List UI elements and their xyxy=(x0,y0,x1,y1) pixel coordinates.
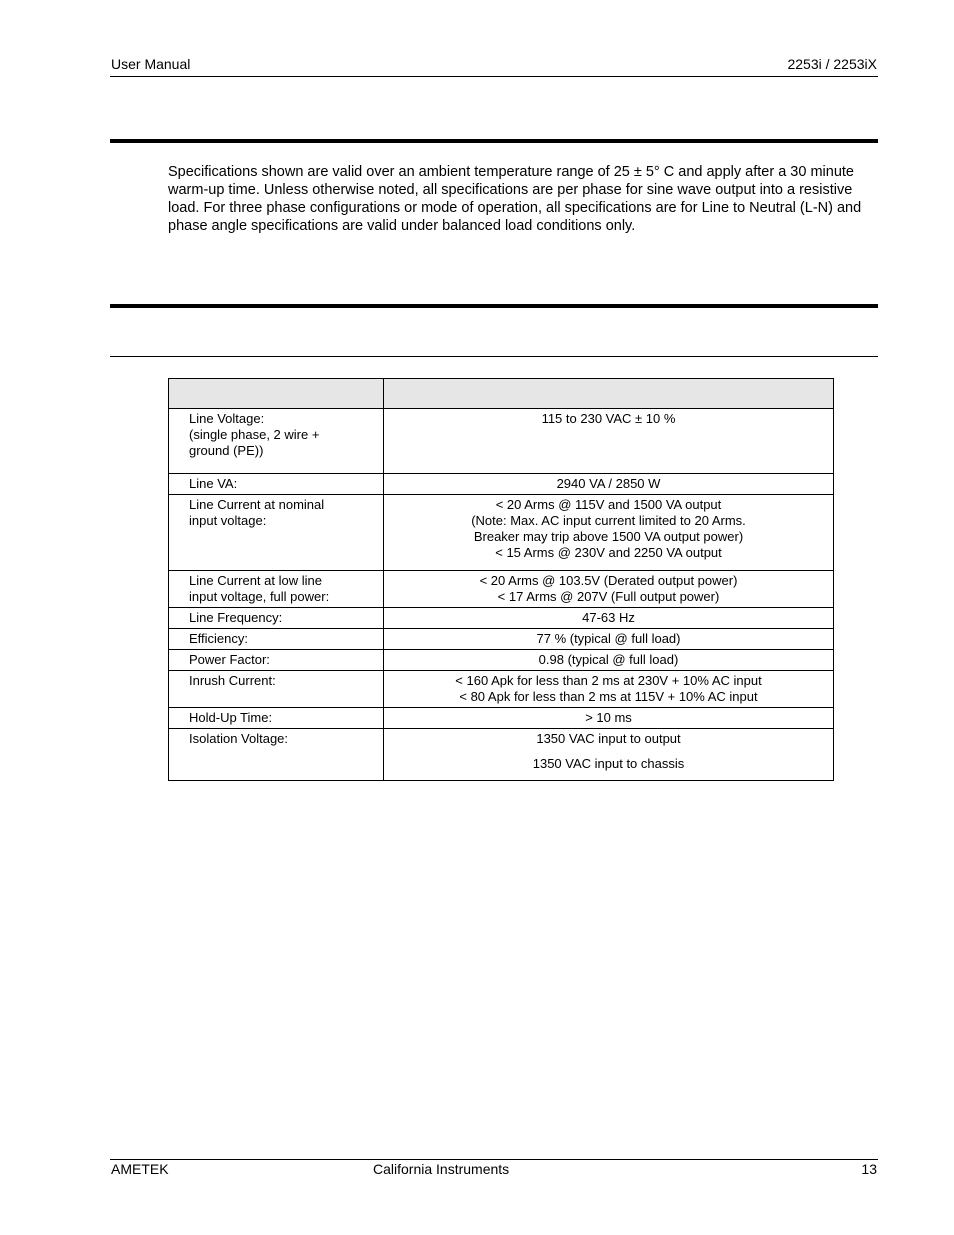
value-cell xyxy=(384,708,834,729)
value-cell xyxy=(384,729,834,781)
header-doc-title: User Manual xyxy=(111,56,191,72)
parameter-label: Line Current at low line xyxy=(189,573,322,588)
parameter-value: < 80 Apk for less than 2 ms at 115V + 10% AC input xyxy=(459,689,758,704)
header-divider xyxy=(110,76,878,77)
parameter-value: 2940 VA / 2850 W xyxy=(556,476,661,491)
value-cell xyxy=(384,608,834,629)
parameter-value: > 10 ms xyxy=(585,710,632,725)
value-cell xyxy=(384,571,834,608)
intro-line: into a resistive load. For three phase configurations or mode of operation, all specifications are for xyxy=(168,182,853,216)
input-specifications-table xyxy=(168,378,834,781)
intro-line: Specifications shown are valid over an ambient temperature range of 25 ± 5° C and apply after a 30 xyxy=(168,164,807,180)
table-row xyxy=(169,495,834,571)
footer-company: AMETEK xyxy=(111,1161,169,1177)
intro-line: Line to Neutral (L-N) and phase angle specifications are valid under balanced load conditions only. xyxy=(168,200,862,234)
parameter-cell xyxy=(169,571,384,608)
subsection-divider xyxy=(110,356,878,357)
parameter-label: Isolation Voltage: xyxy=(189,731,289,746)
section-bar-top xyxy=(110,139,878,143)
parameter-label: Power Factor: xyxy=(189,652,270,667)
table-row xyxy=(169,708,834,729)
table-row xyxy=(169,650,834,671)
parameter-value: 47-63 Hz xyxy=(582,610,635,625)
parameter-value: 0.98 (typical @ full load) xyxy=(538,652,679,667)
intro-paragraph xyxy=(168,163,868,235)
table-row xyxy=(169,671,834,708)
parameter-cell xyxy=(169,671,384,708)
footer-divider xyxy=(110,1159,878,1160)
parameter-label: ground (PE)) xyxy=(189,443,264,458)
parameter-label: (single phase, 2 wire + xyxy=(189,427,320,442)
table-row xyxy=(169,608,834,629)
parameter-value: 1350 VAC input to chassis xyxy=(532,756,685,771)
parameter-value: 115 to 230 VAC ± 10 % xyxy=(541,411,676,426)
parameter-value: 1350 VAC input to output xyxy=(536,731,681,746)
parameter-label: Hold-Up Time: xyxy=(189,710,273,725)
parameter-cell xyxy=(169,708,384,729)
parameter-label: Efficiency: xyxy=(189,631,249,646)
parameter-cell xyxy=(169,474,384,495)
parameter-cell xyxy=(169,629,384,650)
parameter-label: Line Frequency: xyxy=(189,610,283,625)
table-row xyxy=(169,474,834,495)
value-cell xyxy=(384,474,834,495)
parameter-cell xyxy=(169,729,384,781)
parameter-cell xyxy=(169,650,384,671)
value-cell xyxy=(384,495,834,571)
parameter-value: Breaker may trip above 1500 VA output power) xyxy=(473,529,744,544)
table-header-row xyxy=(169,379,834,409)
parameter-cell xyxy=(169,409,384,474)
parameter-label: input voltage: xyxy=(189,513,267,528)
value-cell xyxy=(384,409,834,474)
value-cell xyxy=(384,629,834,650)
parameter-value: < 160 Apk for less than 2 ms at 230V + 10% AC input xyxy=(455,673,762,688)
footer-division: California Instruments xyxy=(373,1161,510,1177)
parameter-label: Line Current at nominal xyxy=(189,497,325,512)
parameter-value: < 15 Arms @ 230V and 2250 VA output xyxy=(495,545,722,560)
parameter-value: (Note: Max. AC input current limited to 20 Arms. xyxy=(471,513,746,528)
table-header-parameter xyxy=(169,379,384,409)
parameter-value: 77 % (typical @ full load) xyxy=(536,631,681,646)
header-model: 2253i / 2253iX xyxy=(787,56,877,72)
parameter-label: Line Voltage: xyxy=(189,411,265,426)
parameter-cell xyxy=(169,495,384,571)
parameter-value: < 17 Arms @ 207V (Full output power) xyxy=(497,589,720,604)
table-row xyxy=(169,629,834,650)
table-row xyxy=(169,729,834,781)
table-body xyxy=(169,409,834,781)
parameter-value: < 20 Arms @ 103.5V (Derated output power) xyxy=(479,573,738,588)
table-row xyxy=(169,409,834,474)
value-cell xyxy=(384,671,834,708)
section-bar-middle xyxy=(110,304,878,308)
table-header-value xyxy=(384,379,834,409)
parameter-label: Inrush Current: xyxy=(189,673,276,688)
parameter-label: Line VA: xyxy=(189,476,238,491)
value-cell xyxy=(384,650,834,671)
parameter-value: < 20 Arms @ 115V and 1500 VA output xyxy=(495,497,722,512)
parameter-label: input voltage, full power: xyxy=(189,589,330,604)
intro-line: minute warm-up time. Unless otherwise noted, all specifications are per phase for sine wave output xyxy=(168,164,854,198)
page-number: 13 xyxy=(861,1161,877,1177)
table-row xyxy=(169,571,834,608)
parameter-cell xyxy=(169,608,384,629)
